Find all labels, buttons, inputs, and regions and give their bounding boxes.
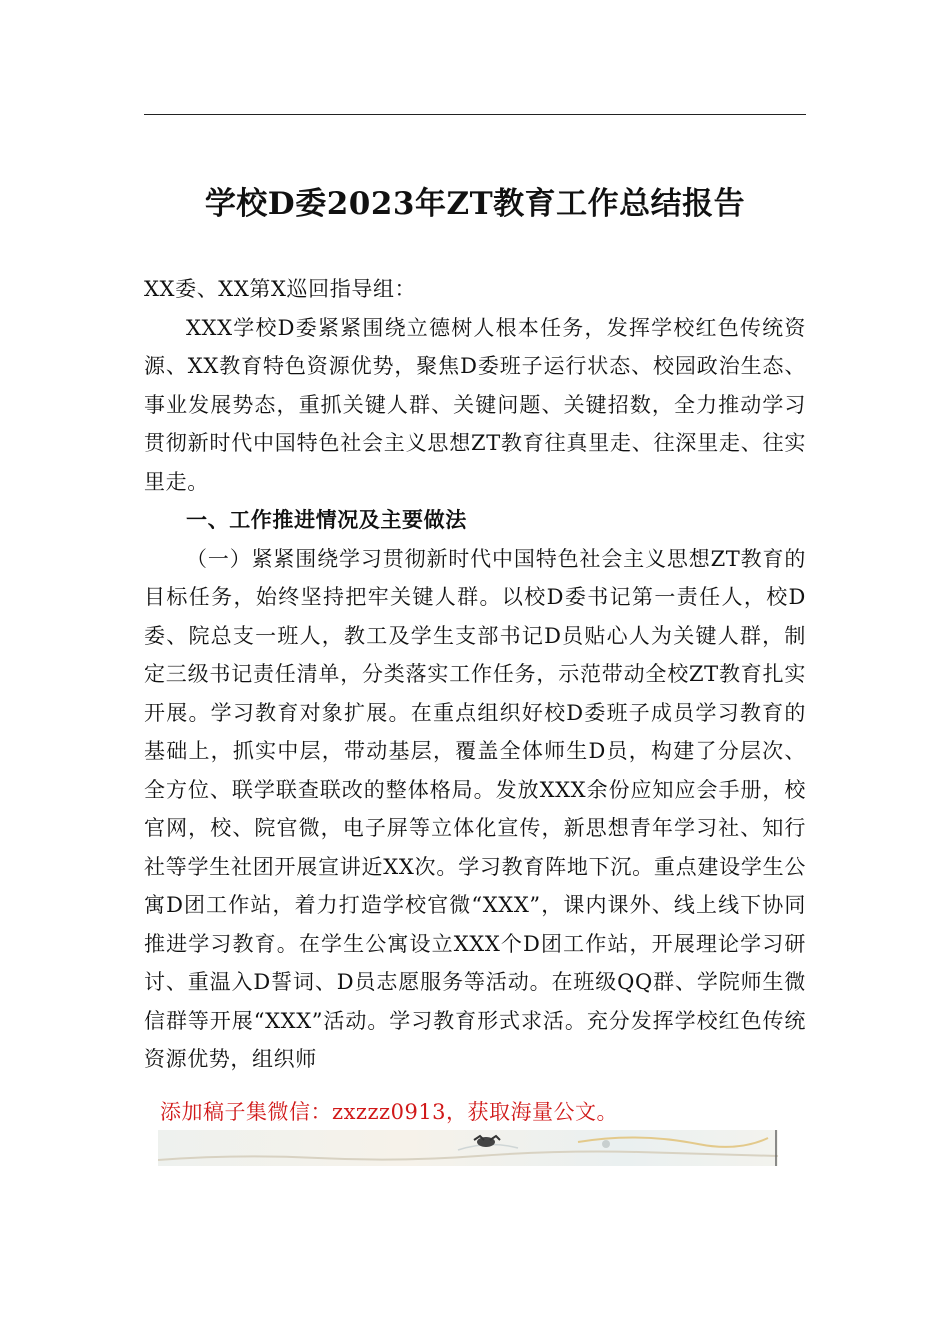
- document-title: 学校D委2023年ZT教育工作总结报告: [204, 186, 746, 222]
- document-body: [144, 270, 806, 1079]
- footer-banner-image: [158, 1130, 778, 1166]
- section-paragraph: （一）紧紧围绕学习贯彻新时代中国特色社会主义思想ZT教育的目标任务，始终坚持把牢关键人群。以校D委书记第一责任人，校D委、院总支一班人，教工及学生支部书记D员贴心人为关键人群，制定三级书记责任清单，分类落实工作任务，示范带动全校ZT教育扎实开展。学习教育对象扩展。在重点组织好校D委班子成员学习教育的基础上，抓实中层，带动基层，覆盖全体师生D员，构建了分层次、全方位、联学联查联改的整体格局。发放XXX余份应知应会手册，校官网，校、院官微，电子屏等立体化宣传，新思想青年学习社、知行社等学生社团开展宣讲近XX次。学习教育阵地下沉。重点建设学生公寓D团工作站，着力打造学校官微“XXX”，课内课外、线上线下协同推进学习教育。在学生公寓设立XXX个D团工作站，开展理论学习研讨、重温入D誓词、D员志愿服务等活动。在班级QQ群、学院师生微信群等开展“XXX”活动。学习教育形式求活。充分发挥学校红色传统资源优势，组织师: [144, 546, 806, 1071]
- salutation: XX委、XX第X巡回指导组：: [144, 277, 417, 301]
- header-rule: [144, 114, 806, 115]
- banner-decoration-icon: [158, 1130, 778, 1166]
- intro-paragraph: XXX学校D委紧紧围绕立德树人根本任务，发挥学校红色传统资源、XX教育特色资源优势，聚焦D委班子运行状态、校园政治生态、事业发展势态，重抓关键人群、关键问题、关键招数，全力推动学习贯彻新时代中国特色社会主义思想ZT教育往真里走、往深里走、往实里走。: [144, 315, 806, 494]
- section-heading: 一、工作推进情况及主要做法: [186, 508, 467, 532]
- promo-text: 添加稿子集微信：zxzzz0913，获取海量公文。: [160, 1100, 619, 1124]
